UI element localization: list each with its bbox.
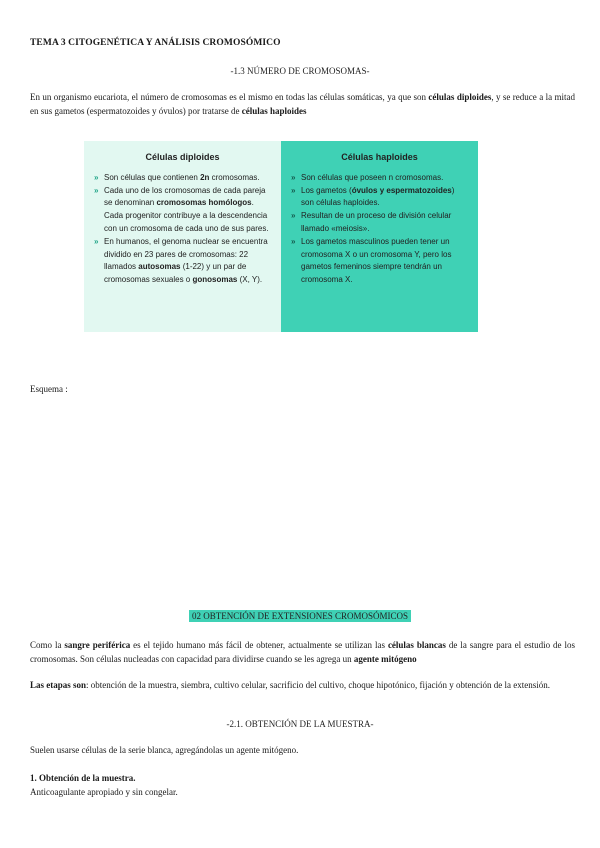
diploid-haploid-table — [84, 141, 478, 332]
step-1-text: Anticoagulante apropiado y sin congelar. — [30, 787, 178, 797]
list-item: » Resultan de un proceso de división celular llamado «meiosis». — [291, 210, 468, 236]
document-title: TEMA 3 CITOGENÉTICA Y ANÁLISIS CROMOSÓMICO — [30, 38, 281, 48]
diploid-header: Células diploides — [145, 152, 220, 162]
step-1-title: 1. Obtención de la muestra. — [30, 773, 136, 783]
paragraph-stages: Las etapas son: obtención de la muestra, siembra, cultivo celular, sacrificio del cultivo, choque hipotónico, fijación y obtención de la extensión. — [30, 680, 551, 690]
haploid-column — [281, 141, 478, 332]
list-item: » En humanos, el genoma nuclear se encuentra dividido en 23 pares de cromosomas: 22 llamados autosomas (1-22) y un par de cromosomas sexuales o gonosomas (X, Y). — [94, 236, 271, 287]
list-item: » Los gametos (óvulos y espermatozoides) son células haploides. — [291, 185, 468, 211]
list-item: » Son células que poseen n cromosomas. — [291, 172, 468, 185]
bold-text: células diploides — [428, 92, 492, 102]
highlighted-heading: 02 OBTENCIÓN DE EXTENSIONES CROMOSÓMICOS — [189, 610, 411, 622]
list-item: » Los gametos masculinos pueden tener un cromosoma X o un cromosoma Y, pero los gametos femeninos siempre tendrán un cromosoma X. — [291, 236, 468, 287]
paragraph-peripheral-blood: Como la sangre periférica es el tejido humano más fácil de obtener, actualmente se utilizan las células blancas de la sangre para el estudio de los cromosomas. Son células nucleadas con capacidad para dividirse cuando se les agrega un agente mitógeno — [30, 640, 576, 664]
section-heading-2-1: -2.1. OBTENCIÓN DE LA MUESTRA- — [226, 719, 374, 729]
paragraph-white-cells: Suelen usarse células de la serie blanca, agregándolas un agente mitógeno. — [30, 745, 299, 755]
haploid-header: Células haploides — [341, 152, 418, 162]
haploid-list — [291, 172, 468, 287]
text: , y se reduce a la mitad en sus gametos (espermatozoides y óvulos) por tratarse de — [30, 92, 575, 116]
list-item: » Cada uno de los cromosomas de cada pareja se denominan cromosomas homólogos. Cada progenitor contribuye a la descendencia con un cromosoma de cada uno de sus pares. — [94, 185, 271, 236]
esquema-label: Esquema : — [30, 384, 68, 394]
section-heading-1-3: -1.3 NÚMERO DE CROMOSOMAS- — [230, 66, 370, 76]
diploid-list — [94, 172, 271, 287]
diploid-column — [84, 141, 281, 332]
bold-text: células haploides — [241, 106, 307, 116]
text: En un organismo eucariota, el número de cromosomas es el mismo en todas las células somáticas, ya que son — [30, 92, 429, 102]
section-heading-02 — [0, 611, 600, 621]
paragraph-chromosome-number — [30, 90, 575, 118]
list-item: » Son células que contienen 2n cromosomas. — [94, 172, 271, 185]
